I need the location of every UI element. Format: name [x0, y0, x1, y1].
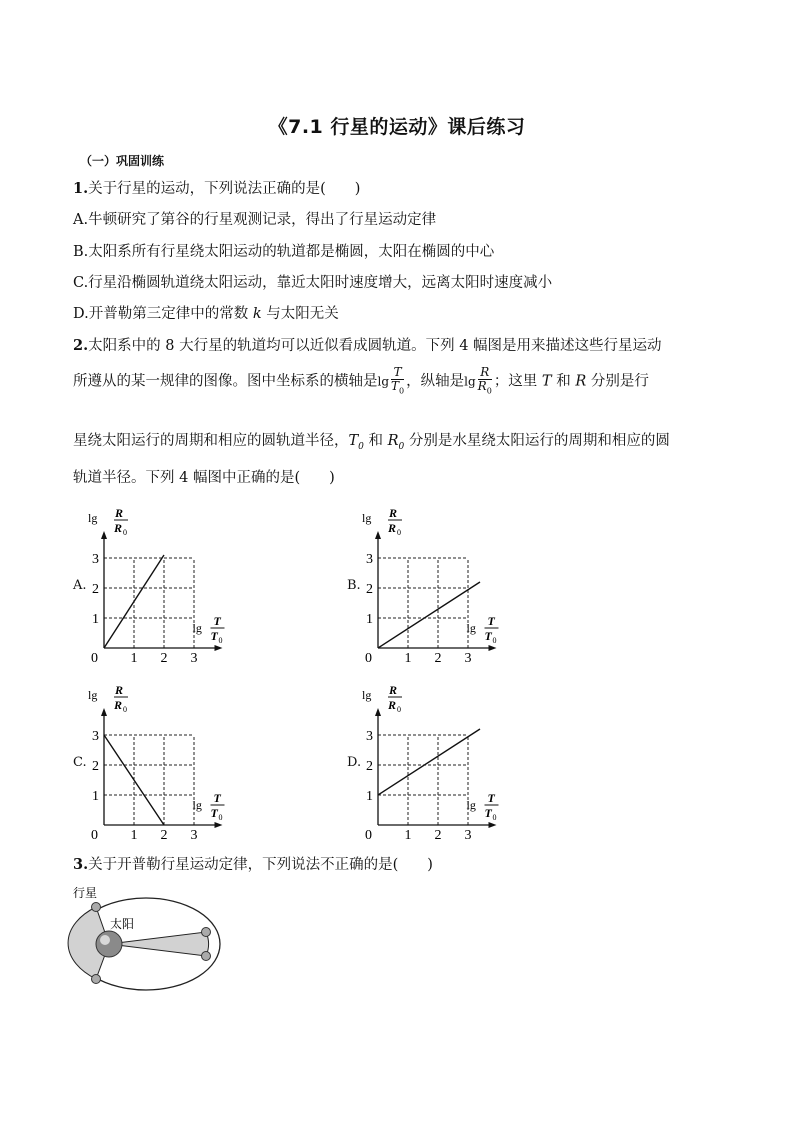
- y-tick-label: 2: [92, 759, 99, 774]
- graph-d-label: D.: [347, 755, 362, 770]
- y-axis-den-sub: 0: [397, 528, 401, 537]
- data-line: [378, 582, 480, 648]
- y-axis-den: R: [388, 521, 397, 535]
- constant-k: k: [252, 306, 262, 322]
- planet-position-2: [92, 975, 101, 984]
- y-axis-num: R: [389, 683, 398, 697]
- y-axis-den: R: [114, 521, 123, 535]
- y-tick-label: 2: [92, 582, 99, 597]
- x-axis-arrow: [215, 822, 223, 828]
- x-tick-label: 2: [434, 651, 442, 666]
- x-tick-label: 1: [130, 651, 138, 666]
- origin-label: 0: [91, 651, 98, 666]
- sun-icon: [96, 931, 122, 957]
- x-tick-label: 1: [404, 828, 412, 843]
- y-tick-label: 1: [92, 789, 99, 804]
- x-axis-lg: lg: [466, 621, 476, 635]
- q1-stem: [73, 177, 360, 198]
- y-tick-label: 1: [366, 789, 373, 804]
- q1-option-c: C.行星沿椭圆轨道绕太阳运动，靠近太阳时速度增大，远离太阳时速度减小: [73, 275, 553, 291]
- x-axis-num: T: [487, 791, 495, 805]
- x-axis-arrow: [215, 645, 223, 651]
- y-axis-arrow: [375, 531, 381, 539]
- x-tick-label: 3: [464, 828, 472, 843]
- fraction-T-T0: $\frac{T}{T_0}$: [391, 365, 405, 396]
- x-tick-label: 3: [190, 828, 198, 843]
- y-axis-den-sub: 0: [123, 705, 127, 714]
- y-axis-lg: lg: [362, 688, 372, 702]
- x-axis-arrow: [489, 645, 497, 651]
- q3-number: 3.: [73, 856, 89, 873]
- y-axis-den-sub: 0: [123, 528, 127, 537]
- x-tick-label: 1: [404, 651, 412, 666]
- swept-area-right: [109, 932, 209, 956]
- x-axis-num: T: [487, 614, 495, 628]
- y-axis-num: R: [115, 683, 124, 697]
- q2-line3: 星绕太阳运行的周期和相应的圆轨道半径，$T_0$ 和 $R_0$ 分别是水星绕太阳运行的周期和相应的圆: [73, 433, 670, 452]
- kepler-orbit-diagram: [66, 882, 226, 994]
- x-tick-label: 1: [130, 828, 138, 843]
- x-axis-lg: lg: [466, 798, 476, 812]
- data-line: [378, 729, 480, 795]
- x-axis-num: T: [213, 614, 221, 628]
- y-axis-den: R: [388, 698, 397, 712]
- y-axis-num: R: [389, 506, 398, 520]
- section-heading: （一）巩固训练: [80, 154, 165, 168]
- x-axis-den-sub: 0: [218, 636, 223, 645]
- x-axis-arrow: [489, 822, 497, 828]
- q2-line2: 所遵从的某一规律的图像。图中坐标系的横轴是lg $\frac{T}{T_0}$ ，纵轴是lg $\frac{R}{R_0}$ ；这里 T 和 R 分别是行: [73, 365, 649, 396]
- q3-stem: 3.关于开普勒行星运动定律，下列说法不正确的是( ): [73, 856, 433, 873]
- planet-position-3: [202, 928, 211, 937]
- y-axis-arrow: [101, 531, 107, 539]
- graph-b-label: B.: [347, 578, 361, 593]
- x-tick-label: 2: [160, 651, 168, 666]
- y-tick-label: 3: [92, 729, 99, 744]
- planet-position-4: [202, 952, 211, 961]
- x-axis-den: T: [484, 806, 492, 820]
- q1-text: 关于行星的运动，下列说法正确的是( ): [88, 181, 361, 197]
- x-axis-den-sub: 0: [492, 636, 497, 645]
- y-tick-label: 2: [366, 759, 373, 774]
- y-axis-arrow: [375, 708, 381, 716]
- fraction-R-R0: $\frac{R}{R_0}$: [477, 365, 492, 396]
- x-axis-den-sub: 0: [492, 813, 497, 822]
- q1-option-d: D.开普勒第三定律中的常数 k 与太阳无关: [73, 306, 339, 322]
- q1-number: 1.: [73, 180, 89, 197]
- origin-label: 0: [365, 828, 372, 843]
- y-tick-label: 2: [366, 582, 373, 597]
- graph-a: [84, 500, 254, 670]
- q2-line4: 轨道半径。下列 4 幅图中正确的是( ): [73, 470, 335, 486]
- x-tick-label: 3: [464, 651, 472, 666]
- y-axis-arrow: [101, 708, 107, 716]
- page-title: 《7.1 行星的运动》课后练习: [268, 116, 526, 138]
- sun-label: 太阳: [110, 917, 135, 931]
- x-axis-num: T: [213, 791, 221, 805]
- y-tick-label: 3: [92, 552, 99, 567]
- y-tick-label: 1: [366, 612, 373, 627]
- x-axis-den-sub: 0: [218, 813, 223, 822]
- graph-b: [358, 500, 528, 670]
- y-tick-label: 1: [92, 612, 99, 627]
- q1-option-a: A.牛顿研究了第谷的行星观测记录，得出了行星运动定律: [73, 212, 437, 228]
- x-axis-den: T: [210, 629, 218, 643]
- graph-a-label: A.: [73, 578, 87, 593]
- y-axis-lg: lg: [88, 688, 98, 702]
- y-axis-den: R: [114, 698, 123, 712]
- y-tick-label: 3: [366, 729, 373, 744]
- y-axis-den-sub: 0: [397, 705, 401, 714]
- x-axis-den: T: [484, 629, 492, 643]
- x-axis-lg: lg: [192, 621, 202, 635]
- graph-d: [358, 677, 528, 847]
- y-axis-lg: lg: [362, 511, 372, 525]
- x-axis-den: T: [210, 806, 218, 820]
- planet-position-1: [92, 903, 101, 912]
- x-tick-label: 2: [434, 828, 442, 843]
- data-line: [104, 555, 164, 648]
- planet-label: 行星: [73, 886, 98, 900]
- y-axis-num: R: [115, 506, 124, 520]
- x-tick-label: 3: [190, 651, 198, 666]
- y-tick-label: 3: [366, 552, 373, 567]
- x-tick-label: 2: [160, 828, 168, 843]
- q1-option-b: B.太阳系所有行星绕太阳运动的轨道都是椭圆，太阳在椭圆的中心: [73, 244, 495, 260]
- origin-label: 0: [365, 651, 372, 666]
- y-axis-lg: lg: [88, 511, 98, 525]
- graph-c: [84, 677, 254, 847]
- graph-c-label: C.: [73, 755, 87, 770]
- origin-label: 0: [91, 828, 98, 843]
- q2-line1: 2.太阳系中的 8 大行星的轨道均可以近似看成圆轨道。下列 4 幅图是用来描述这些行星运动: [73, 337, 662, 354]
- x-axis-lg: lg: [192, 798, 202, 812]
- q2-number: 2.: [73, 337, 89, 354]
